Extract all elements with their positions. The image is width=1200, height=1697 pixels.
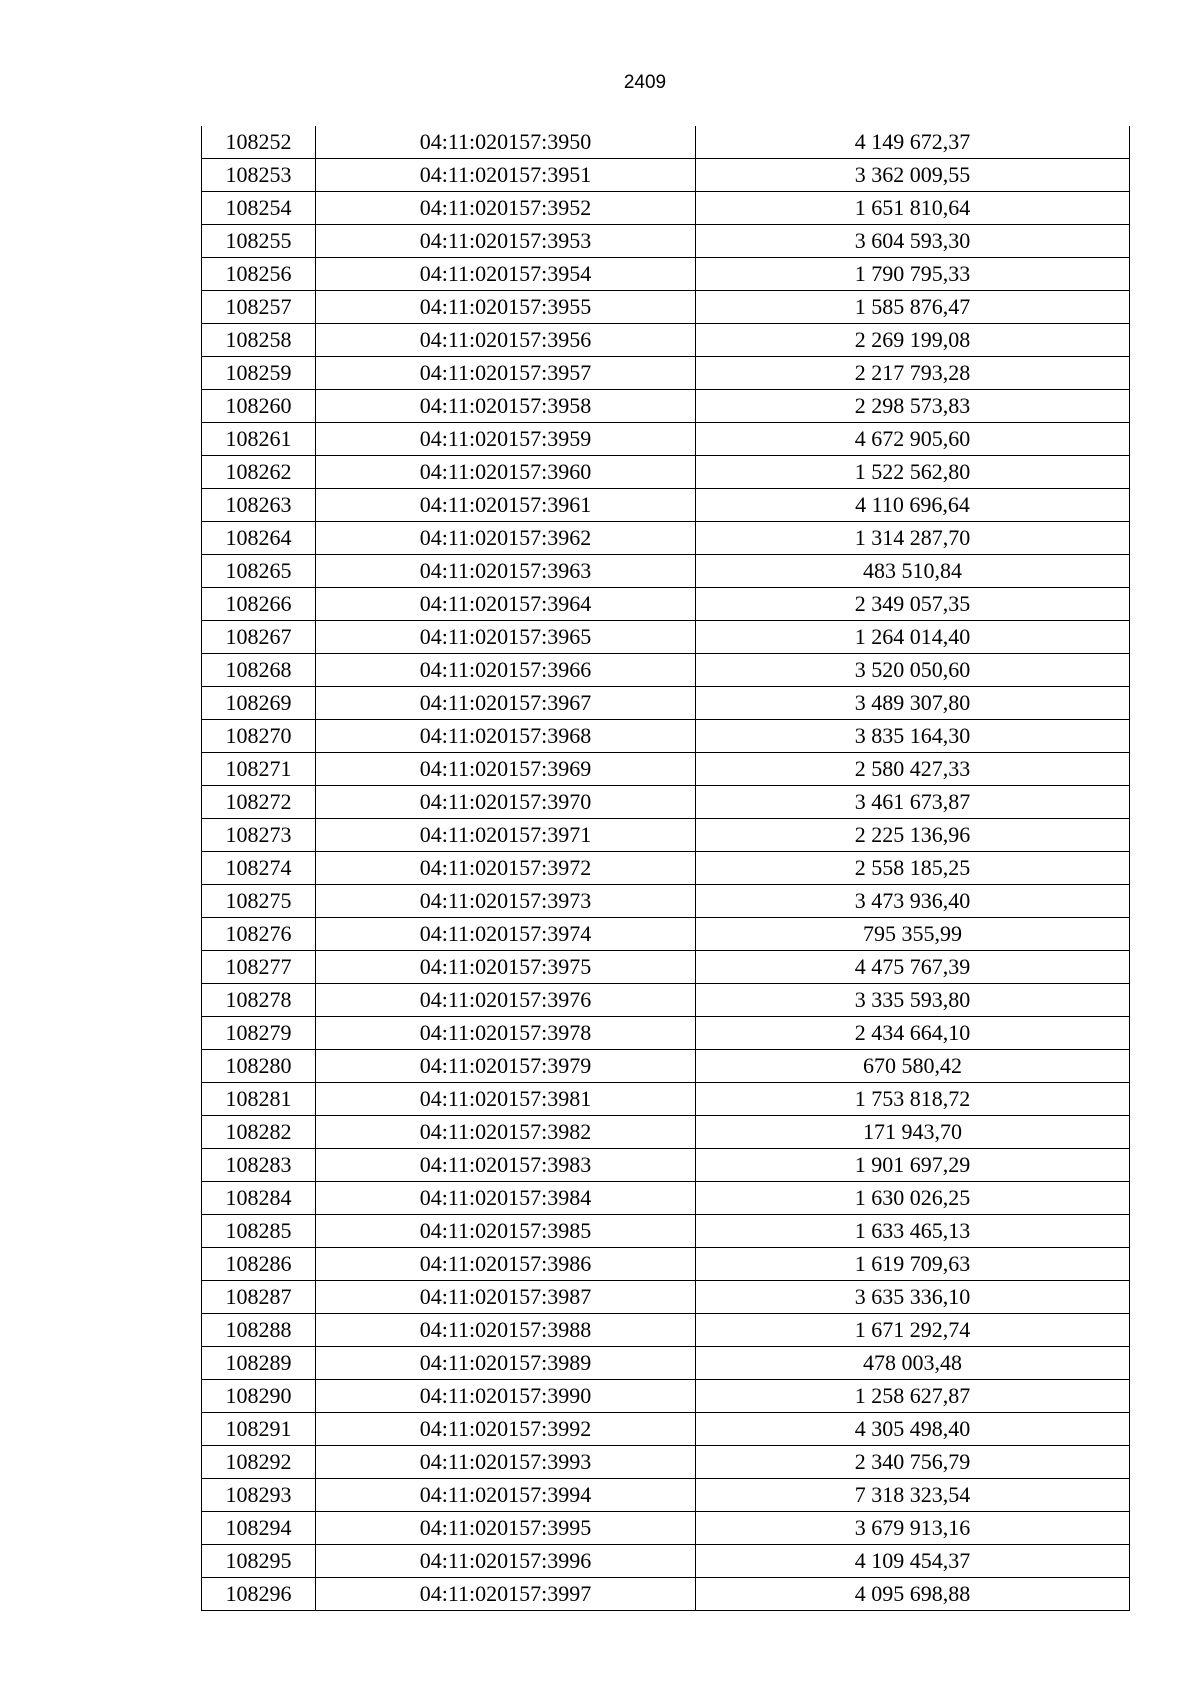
cadastral-number-cell: 04:11:020157:3968 (316, 720, 696, 753)
row-number-cell: 108291 (202, 1413, 316, 1446)
value-cell: 1 901 697,29 (696, 1149, 1130, 1182)
table-row (202, 1578, 1130, 1611)
value-cell: 670 580,42 (696, 1050, 1130, 1083)
value-cell: 1 651 810,64 (696, 192, 1130, 225)
table-row (202, 786, 1130, 819)
table-row (202, 1479, 1130, 1512)
value-cell: 1 585 876,47 (696, 291, 1130, 324)
row-number-cell: 108281 (202, 1083, 316, 1116)
cadastral-number-cell: 04:11:020157:3982 (316, 1116, 696, 1149)
cadastral-number-cell: 04:11:020157:3952 (316, 192, 696, 225)
row-number-cell: 108267 (202, 621, 316, 654)
value-cell: 1 633 465,13 (696, 1215, 1130, 1248)
cadastral-number-cell: 04:11:020157:3964 (316, 588, 696, 621)
cadastral-number-cell: 04:11:020157:3975 (316, 951, 696, 984)
row-number-cell: 108276 (202, 918, 316, 951)
cadastral-number-cell: 04:11:020157:3965 (316, 621, 696, 654)
row-number-cell: 108279 (202, 1017, 316, 1050)
table-row (202, 1380, 1130, 1413)
table-row (202, 324, 1130, 357)
table-row (202, 654, 1130, 687)
table-row (202, 258, 1130, 291)
table-row (202, 1413, 1130, 1446)
cadastral-number-cell: 04:11:020157:3996 (316, 1545, 696, 1578)
cadastral-number-cell: 04:11:020157:3960 (316, 456, 696, 489)
row-number-cell: 108294 (202, 1512, 316, 1545)
value-cell: 483 510,84 (696, 555, 1130, 588)
value-cell: 4 095 698,88 (696, 1578, 1130, 1611)
row-number-cell: 108272 (202, 786, 316, 819)
cadastral-number-cell: 04:11:020157:3955 (316, 291, 696, 324)
table-row (202, 1149, 1130, 1182)
row-number-cell: 108263 (202, 489, 316, 522)
value-cell: 2 225 136,96 (696, 819, 1130, 852)
cadastral-number-cell: 04:11:020157:3981 (316, 1083, 696, 1116)
table-row (202, 621, 1130, 654)
table-row (202, 555, 1130, 588)
row-number-cell: 108262 (202, 456, 316, 489)
table-row (202, 1512, 1130, 1545)
table-row (202, 1215, 1130, 1248)
value-cell: 1 314 287,70 (696, 522, 1130, 555)
table-row (202, 951, 1130, 984)
value-cell: 3 473 936,40 (696, 885, 1130, 918)
value-cell: 2 580 427,33 (696, 753, 1130, 786)
table-row (202, 1347, 1130, 1380)
cadastral-number-cell: 04:11:020157:3966 (316, 654, 696, 687)
row-number-cell: 108289 (202, 1347, 316, 1380)
table-row (202, 225, 1130, 258)
row-number-cell: 108285 (202, 1215, 316, 1248)
row-number-cell: 108271 (202, 753, 316, 786)
row-number-cell: 108288 (202, 1314, 316, 1347)
table-row (202, 1116, 1130, 1149)
table-row (202, 126, 1130, 159)
value-cell: 4 110 696,64 (696, 489, 1130, 522)
table-row (202, 489, 1130, 522)
table-row (202, 819, 1130, 852)
row-number-cell: 108266 (202, 588, 316, 621)
value-cell: 4 475 767,39 (696, 951, 1130, 984)
row-number-cell: 108293 (202, 1479, 316, 1512)
table-row (202, 1314, 1130, 1347)
value-cell: 2 217 793,28 (696, 357, 1130, 390)
row-number-cell: 108268 (202, 654, 316, 687)
row-number-cell: 108264 (202, 522, 316, 555)
table-row (202, 1182, 1130, 1215)
cadastral-number-cell: 04:11:020157:3958 (316, 390, 696, 423)
value-cell: 3 335 593,80 (696, 984, 1130, 1017)
value-cell: 2 434 664,10 (696, 1017, 1130, 1050)
row-number-cell: 108254 (202, 192, 316, 225)
value-cell: 1 258 627,87 (696, 1380, 1130, 1413)
cadastral-number-cell: 04:11:020157:3959 (316, 423, 696, 456)
table-row (202, 456, 1130, 489)
value-cell: 1 522 562,80 (696, 456, 1130, 489)
cadastral-number-cell: 04:11:020157:3985 (316, 1215, 696, 1248)
value-cell: 2 340 756,79 (696, 1446, 1130, 1479)
table-row (202, 192, 1130, 225)
row-number-cell: 108269 (202, 687, 316, 720)
table-row (202, 522, 1130, 555)
cadastral-number-cell: 04:11:020157:3963 (316, 555, 696, 588)
table-row (202, 918, 1130, 951)
row-number-cell: 108287 (202, 1281, 316, 1314)
value-cell: 4 672 905,60 (696, 423, 1130, 456)
cadastral-number-cell: 04:11:020157:3992 (316, 1413, 696, 1446)
table-body (202, 126, 1130, 1611)
row-number-cell: 108253 (202, 159, 316, 192)
cadastral-number-cell: 04:11:020157:3954 (316, 258, 696, 291)
cadastral-number-cell: 04:11:020157:3979 (316, 1050, 696, 1083)
value-cell: 1 619 709,63 (696, 1248, 1130, 1281)
row-number-cell: 108283 (202, 1149, 316, 1182)
table-row (202, 1281, 1130, 1314)
value-cell: 2 349 057,35 (696, 588, 1130, 621)
value-cell: 3 835 164,30 (696, 720, 1130, 753)
cadastral-number-cell: 04:11:020157:3978 (316, 1017, 696, 1050)
table-row (202, 720, 1130, 753)
row-number-cell: 108273 (202, 819, 316, 852)
row-number-cell: 108280 (202, 1050, 316, 1083)
cadastral-table-container (201, 126, 1129, 1611)
row-number-cell: 108255 (202, 225, 316, 258)
table-row (202, 1083, 1130, 1116)
row-number-cell: 108277 (202, 951, 316, 984)
value-cell: 2 298 573,83 (696, 390, 1130, 423)
row-number-cell: 108278 (202, 984, 316, 1017)
value-cell: 1 790 795,33 (696, 258, 1130, 291)
row-number-cell: 108259 (202, 357, 316, 390)
table-row (202, 1248, 1130, 1281)
value-cell: 2 269 199,08 (696, 324, 1130, 357)
cadastral-number-cell: 04:11:020157:3957 (316, 357, 696, 390)
row-number-cell: 108261 (202, 423, 316, 456)
table-row (202, 390, 1130, 423)
value-cell: 3 679 913,16 (696, 1512, 1130, 1545)
table-row (202, 852, 1130, 885)
value-cell: 3 604 593,30 (696, 225, 1130, 258)
row-number-cell: 108260 (202, 390, 316, 423)
cadastral-number-cell: 04:11:020157:3973 (316, 885, 696, 918)
value-cell: 478 003,48 (696, 1347, 1130, 1380)
table-row (202, 687, 1130, 720)
cadastral-number-cell: 04:11:020157:3994 (316, 1479, 696, 1512)
table-row (202, 1446, 1130, 1479)
cadastral-table (201, 126, 1130, 1611)
value-cell: 3 520 050,60 (696, 654, 1130, 687)
cadastral-number-cell: 04:11:020157:3974 (316, 918, 696, 951)
cadastral-number-cell: 04:11:020157:3984 (316, 1182, 696, 1215)
table-row (202, 984, 1130, 1017)
row-number-cell: 108270 (202, 720, 316, 753)
row-number-cell: 108256 (202, 258, 316, 291)
table-row (202, 1017, 1130, 1050)
cadastral-number-cell: 04:11:020157:3993 (316, 1446, 696, 1479)
cadastral-number-cell: 04:11:020157:3951 (316, 159, 696, 192)
cadastral-number-cell: 04:11:020157:3988 (316, 1314, 696, 1347)
cadastral-number-cell: 04:11:020157:3987 (316, 1281, 696, 1314)
table-row (202, 1050, 1130, 1083)
row-number-cell: 108265 (202, 555, 316, 588)
row-number-cell: 108275 (202, 885, 316, 918)
cadastral-number-cell: 04:11:020157:3950 (316, 126, 696, 159)
table-row (202, 159, 1130, 192)
cadastral-number-cell: 04:11:020157:3971 (316, 819, 696, 852)
value-cell: 3 489 307,80 (696, 687, 1130, 720)
cadastral-number-cell: 04:11:020157:3997 (316, 1578, 696, 1611)
table-row (202, 753, 1130, 786)
table-row (202, 588, 1130, 621)
value-cell: 3 461 673,87 (696, 786, 1130, 819)
value-cell: 1 671 292,74 (696, 1314, 1130, 1347)
row-number-cell: 108284 (202, 1182, 316, 1215)
value-cell: 4 305 498,40 (696, 1413, 1130, 1446)
table-row (202, 357, 1130, 390)
cadastral-number-cell: 04:11:020157:3956 (316, 324, 696, 357)
cadastral-number-cell: 04:11:020157:3989 (316, 1347, 696, 1380)
row-number-cell: 108286 (202, 1248, 316, 1281)
table-row (202, 291, 1130, 324)
value-cell: 1 630 026,25 (696, 1182, 1130, 1215)
page-number: 2409 (623, 72, 667, 93)
value-cell: 1 753 818,72 (696, 1083, 1130, 1116)
cadastral-number-cell: 04:11:020157:3976 (316, 984, 696, 1017)
row-number-cell: 108252 (202, 126, 316, 159)
table-row (202, 885, 1130, 918)
value-cell: 171 943,70 (696, 1116, 1130, 1149)
row-number-cell: 108296 (202, 1578, 316, 1611)
table-row (202, 1545, 1130, 1578)
cadastral-number-cell: 04:11:020157:3972 (316, 852, 696, 885)
row-number-cell: 108292 (202, 1446, 316, 1479)
value-cell: 4 149 672,37 (696, 126, 1130, 159)
value-cell: 3 635 336,10 (696, 1281, 1130, 1314)
row-number-cell: 108282 (202, 1116, 316, 1149)
cadastral-number-cell: 04:11:020157:3970 (316, 786, 696, 819)
cadastral-number-cell: 04:11:020157:3961 (316, 489, 696, 522)
value-cell: 2 558 185,25 (696, 852, 1130, 885)
value-cell: 4 109 454,37 (696, 1545, 1130, 1578)
cadastral-number-cell: 04:11:020157:3983 (316, 1149, 696, 1182)
cadastral-number-cell: 04:11:020157:3962 (316, 522, 696, 555)
value-cell: 1 264 014,40 (696, 621, 1130, 654)
table-row (202, 423, 1130, 456)
row-number-cell: 108257 (202, 291, 316, 324)
row-number-cell: 108258 (202, 324, 316, 357)
row-number-cell: 108274 (202, 852, 316, 885)
value-cell: 795 355,99 (696, 918, 1130, 951)
value-cell: 3 362 009,55 (696, 159, 1130, 192)
cadastral-number-cell: 04:11:020157:3967 (316, 687, 696, 720)
row-number-cell: 108295 (202, 1545, 316, 1578)
cadastral-number-cell: 04:11:020157:3990 (316, 1380, 696, 1413)
cadastral-number-cell: 04:11:020157:3969 (316, 753, 696, 786)
cadastral-number-cell: 04:11:020157:3995 (316, 1512, 696, 1545)
row-number-cell: 108290 (202, 1380, 316, 1413)
value-cell: 7 318 323,54 (696, 1479, 1130, 1512)
cadastral-number-cell: 04:11:020157:3953 (316, 225, 696, 258)
cadastral-number-cell: 04:11:020157:3986 (316, 1248, 696, 1281)
